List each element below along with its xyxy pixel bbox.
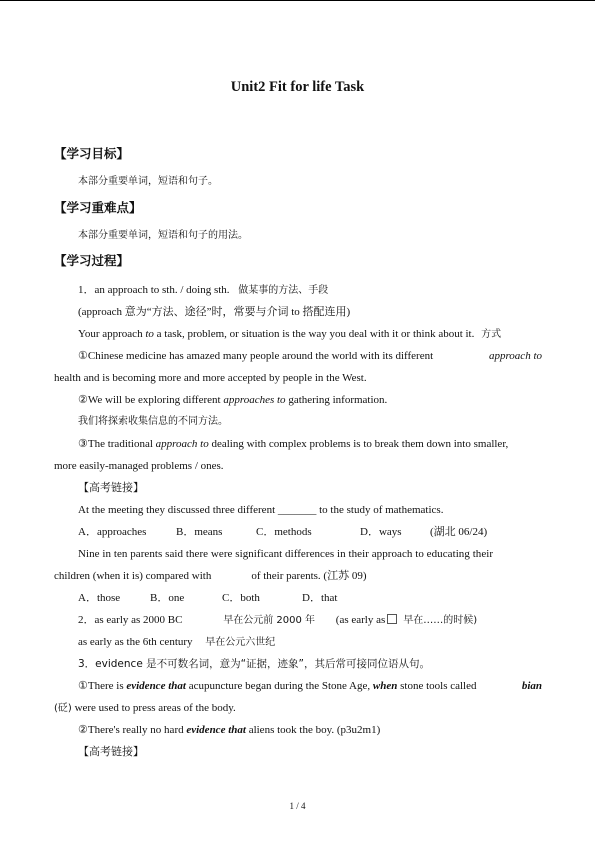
example2-text-b: gathering information.	[285, 394, 388, 406]
gaokao-link-heading: 【高考链接】	[78, 481, 144, 494]
page-number: 1 / 4	[289, 801, 306, 811]
q1-option-d: D．ways	[360, 526, 402, 538]
item1-note: (approach 意为“方法、途径”时，常要与介词 to 搭配连用)	[78, 306, 351, 318]
example3-text-a: ③The traditional	[78, 438, 156, 450]
item3-ex2-c: aliens took the boy. (p3u2m1)	[245, 724, 381, 736]
heading-objectives: 【学习目标】	[54, 146, 130, 161]
item3-example2	[78, 723, 380, 737]
item1-example1-line1	[78, 349, 542, 363]
page-top-rule	[0, 0, 595, 1]
q1-option-b: B．means	[176, 526, 223, 538]
q1-source: (湖北 06/24)	[430, 526, 488, 538]
definition-text-b: a task, problem, or situation is the way you deal with it or think about it.	[153, 328, 475, 340]
heading-process: 【学习过程】	[54, 253, 130, 268]
item2-example-cn: 早在公元六世纪	[205, 637, 276, 648]
gaokao-question2-line2	[54, 569, 367, 583]
gaokao-question2-line1: Nine in ten parents said there were significant differences in their approach to educating their	[78, 548, 494, 560]
example2-text-a: ②We will be exploring different	[78, 394, 224, 406]
definition-cn: 方式	[481, 329, 502, 340]
item3-ex1-evidence-that: evidence that	[126, 680, 186, 692]
item1-example3-line2: more easily-managed problems / ones.	[54, 460, 224, 472]
key-points-text: 本部分重要单词，短语和句子的用法。	[78, 230, 248, 241]
item3-example1-line1	[78, 679, 542, 693]
item2-note-b: 早在……的时候)	[403, 615, 478, 626]
example2-italic: approaches to	[223, 394, 286, 406]
q1-option-a: A．approaches	[78, 526, 147, 538]
question1-options	[78, 525, 487, 539]
item2-line2	[78, 635, 275, 650]
q2-text-a: children (when it is) compared with	[54, 570, 212, 582]
definition-to: to	[145, 328, 154, 340]
item3-ex1-e: stone tools called	[397, 680, 477, 692]
question2-options	[78, 591, 337, 605]
item1-example1-line2: health and is becoming more and more accepted by people in the West.	[54, 372, 367, 384]
gaokao-question1: At the meeting they discussed three different _______ to the study of mathematics.	[78, 504, 444, 516]
objectives-text: 本部分重要单词，短语和句子。	[78, 176, 218, 187]
item3-ex1-g: (砭)	[54, 703, 72, 714]
item1-phrase: 1．an approach to sth. / doing sth.	[78, 284, 230, 296]
q2-option-a: A．those	[78, 592, 121, 604]
gaokao-link-heading-2: 【高考链接】	[78, 745, 144, 758]
item3-example1-line2	[54, 701, 236, 716]
item3-heading: 3．evidence 是不可数名词，意为“证据，迹象”，其后常可接同位语从句。	[78, 658, 430, 670]
page-title: Unit2 Fit for life Task	[230, 79, 365, 95]
q1-option-c: C．methods	[256, 526, 312, 538]
item3-ex1-when: when	[372, 680, 398, 692]
item2-line1	[78, 613, 477, 628]
item3-ex1-h: were used to press areas of the body.	[71, 702, 236, 714]
q2-option-c: C．both	[222, 592, 260, 604]
item2-phrase: 2．as early as 2000 BC	[78, 614, 183, 626]
definition-text-a: Your approach	[78, 328, 146, 340]
item2-note-a: (as early as	[335, 614, 386, 626]
item1-heading	[78, 283, 328, 298]
example1-text: ①Chinese medicine has amazed many people around the world with its different	[78, 350, 434, 362]
item3-ex1-bian: bian	[521, 680, 542, 692]
q2-option-d: D．that	[302, 592, 338, 604]
item3-ex2-evidence-that: evidence that	[186, 724, 246, 736]
item1-example2-cn: 我们将探索收集信息的不同方法。	[78, 416, 228, 427]
item1-example3-line1	[78, 437, 508, 451]
example1-italic: approach to	[488, 350, 542, 362]
item2-phrase-cn: 早在公元前 2000 年	[223, 615, 316, 626]
item3-ex2-a: ②There's really no hard	[78, 724, 187, 736]
item3-ex1-a: ①There is	[78, 680, 127, 692]
example3-text-b: dealing with complex problems is to break them down into smaller,	[208, 438, 509, 450]
item1-phrase-cn: 做某事的方法、手段	[238, 285, 329, 296]
item3-ex1-c: acupuncture began during the Stone Age,	[185, 680, 373, 692]
missing-glyph-box	[387, 614, 397, 624]
q2-text-b: of their parents. (江苏 09)	[251, 570, 367, 582]
item1-example2	[78, 393, 387, 407]
q2-option-b: B．one	[150, 592, 185, 604]
heading-key-points: 【学习重难点】	[54, 200, 142, 215]
example3-italic: approach to	[155, 438, 209, 450]
item2-example: as early as the 6th century	[78, 636, 193, 648]
item1-definition	[78, 327, 501, 342]
